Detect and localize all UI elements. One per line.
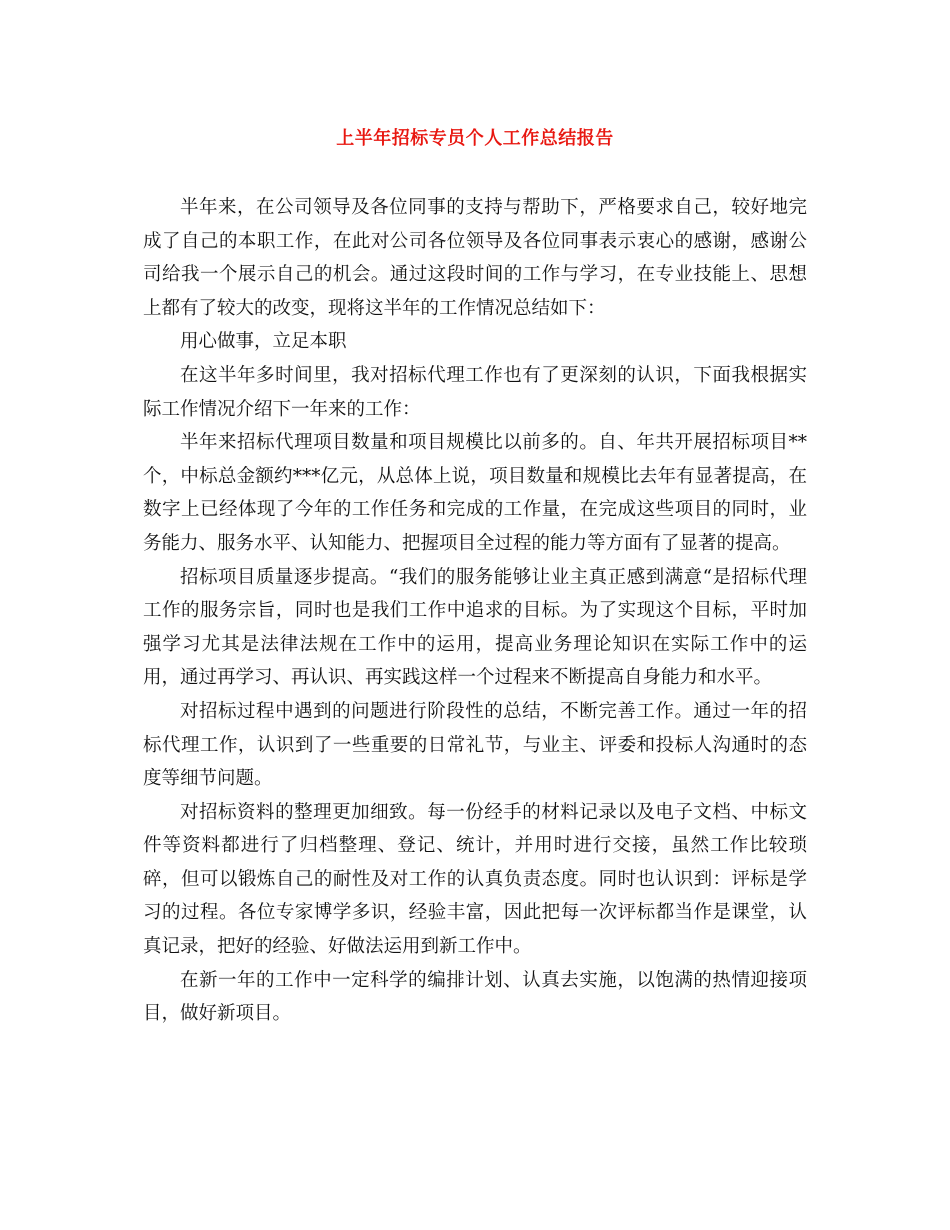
- paragraph-understanding: 在这半年多时间里，我对招标代理工作也有了更深刻的认识，下面我根据实际工作情况介绍下一年来的工作：: [143, 364, 807, 420]
- document-body: [143, 191, 807, 1031]
- paragraph-heading: 用心做事，立足本职: [180, 331, 347, 353]
- paragraph-project-quality: 招标项目质量逐步提高。“我们的服务能够让业主真正感到满意“是招标代理工作的服务宗旨，同时也是我们工作中追求的目标。为了实现这个目标，平时加强学习尤其是法律法规在工作中的运用，提高业务理论知识在实际工作中的运用，通过再学习、再认识、再实践这样一个过程来不断提高自身能力和水平。: [143, 566, 807, 689]
- document-title: 上半年招标专员个人工作总结报告: [336, 128, 614, 149]
- paragraph-problem-summary: 对招标过程中遇到的问题进行阶段性的总结，不断完善工作。通过一年的招标代理工作，认识到了一些重要的日常礼节，与业主、评委和投标人沟通时的态度等细节问题。: [143, 700, 807, 790]
- paragraph-documentation: 对招标资料的整理更加细致。每一份经手的材料记录以及电子文档、中标文件等资料都进行了归档整理、登记、统计，并用时进行交接，虽然工作比较琐碎，但可以锻炼自己的耐性及对工作的认真负责态度。同时也认识到：评标是学习的过程。各位专家博学多识，经验丰富，因此把每一次评标都当作是课堂，认真记录，把好的经验、好做法运用到新工作中。: [143, 801, 807, 958]
- paragraph-intro: 半年来，在公司领导及各位同事的支持与帮助下，严格要求自己，较好地完成了自己的本职工作，在此对公司各位领导及各位同事表示衷心的感谢，感谢公司给我一个展示自己的机会。通过这段时间的工作与学习，在专业技能上、思想上都有了较大的改变，现将这半年的工作情况总结如下：: [143, 197, 807, 319]
- paragraph-outlook: 在新一年的工作中一定科学的编排计划、认真去实施，以饱满的热情迎接项目，做好新项目。: [143, 969, 807, 1025]
- paragraph-project-volume: 半年来招标代理项目数量和项目规模比以前多的。自、年共开展招标项目**个，中标总金额约***亿元，从总体上说，项目数量和规模比去年有显著提高，在数字上已经体现了今年的工作任务和完成的工作量，在完成这些项目的同时，业务能力、服务水平、认知能力、把握项目全过程的能力等方面有了显著的提高。: [143, 432, 807, 554]
